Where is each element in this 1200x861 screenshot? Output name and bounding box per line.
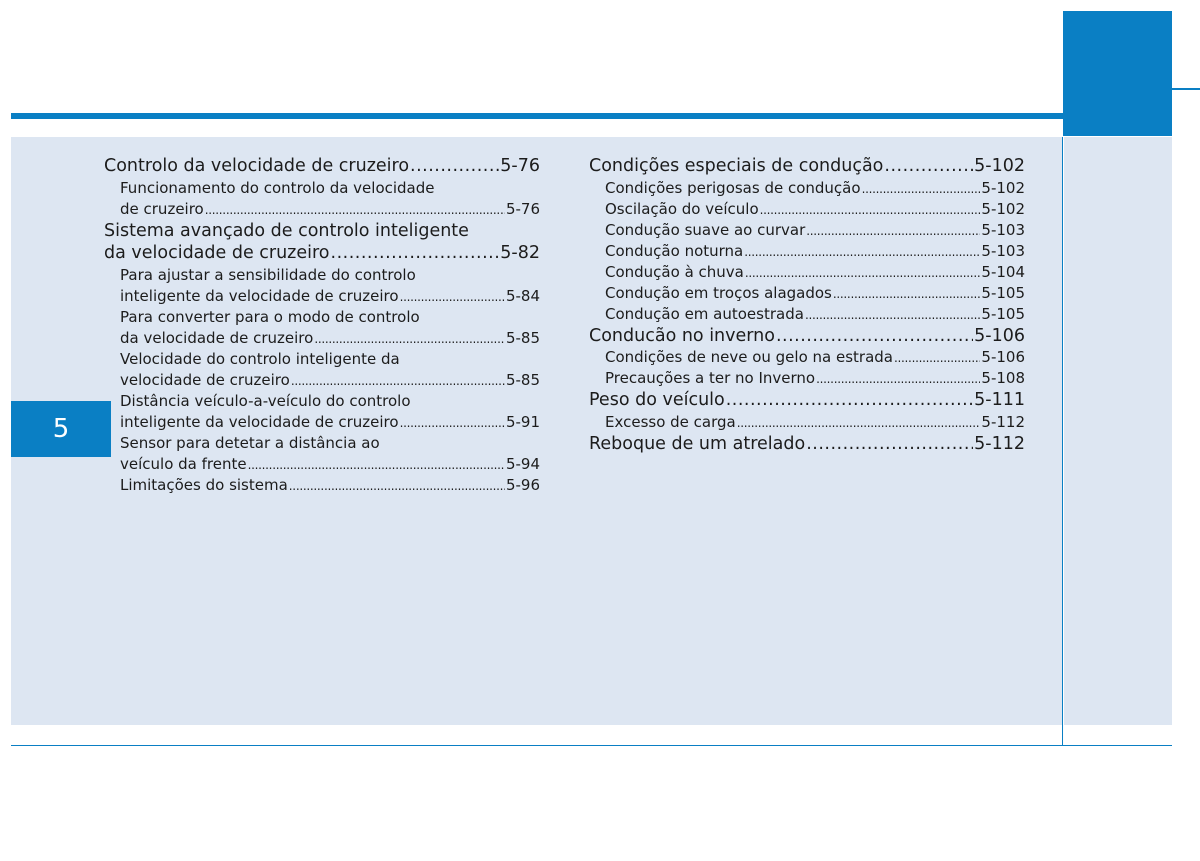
toc-entry-text: veículo da frente [120, 454, 247, 473]
toc-entry-text: Condução em autoestrada [605, 304, 804, 323]
toc-entry-text: Reboque de um atrelado [589, 433, 806, 454]
dot-leader [410, 155, 499, 178]
toc-entry-text: Condução noturna [605, 241, 744, 260]
dot-leader [806, 221, 980, 242]
page-number: 5-102 [981, 178, 1025, 197]
toc-column-right [589, 155, 1025, 455]
toc-entry-text: Excesso de carga [605, 412, 736, 431]
page-number: 5-103 [981, 241, 1025, 260]
chapter-tab [1063, 11, 1172, 136]
toc-subsection-entry[interactable] [104, 178, 540, 220]
dot-leader [884, 155, 973, 178]
toc-entry-text: Limitações do sistema [120, 475, 288, 494]
footer-rule [11, 745, 1172, 746]
dot-leader [833, 284, 981, 305]
page-number: 5-102 [981, 199, 1025, 218]
toc-entry-text: Precauções a ter no Inverno [605, 369, 816, 387]
margin-panel [1064, 137, 1172, 725]
toc-subsection-entry[interactable] [589, 347, 1025, 368]
dot-leader [760, 200, 981, 221]
page-number: 5-85 [505, 328, 540, 347]
toc-subsection-entry[interactable] [589, 220, 1025, 241]
page-number: 5-84 [505, 286, 540, 305]
toc-entry-text: Para converter para o modo de controlo [120, 307, 420, 326]
page-number: 5-91 [505, 412, 540, 431]
toc-subsection-entry[interactable] [589, 368, 1025, 389]
toc-column-left [104, 155, 540, 496]
page-number: 5-103 [981, 220, 1025, 239]
toc-section-entry[interactable] [104, 155, 540, 178]
toc-subsection-entry[interactable] [589, 304, 1025, 325]
dot-leader [816, 369, 980, 390]
toc-entry-text: Condições especiais de condução [589, 156, 884, 176]
toc-entry-text: inteligente da velocidade de cruzeiro [120, 412, 399, 431]
page-number: 5-111 [974, 390, 1025, 410]
page-number: 5-85 [505, 370, 540, 389]
toc-subsection-entry[interactable] [589, 199, 1025, 220]
dot-leader [331, 242, 500, 265]
dot-leader [400, 287, 505, 308]
toc-entry-text: Condução em troços alagados [605, 283, 832, 302]
dot-leader [737, 413, 981, 434]
toc-section-entry[interactable] [104, 220, 540, 265]
chapter-number-badge: 5 [11, 401, 111, 457]
toc-entry-text: da velocidade de cruzeiro [104, 243, 330, 263]
toc-entry-text: Condução à chuva [605, 262, 744, 281]
dot-leader [894, 348, 980, 369]
dot-leader [205, 200, 505, 221]
page-number: 5-106 [981, 348, 1025, 366]
toc-subsection-entry[interactable] [104, 307, 540, 349]
page-number: 5-102 [974, 156, 1025, 176]
page-number: 5-112 [974, 433, 1025, 454]
toc-entry-text: Condições de neve ou gelo na estrada [605, 348, 893, 366]
dot-leader [805, 305, 980, 326]
toc-entry-text: da velocidade de cruzeiro [120, 328, 314, 347]
toc-section-entry[interactable] [589, 433, 1025, 456]
page-number: 5-108 [981, 369, 1025, 387]
toc-entry-text: Condução suave ao curvar [605, 220, 806, 239]
toc-subsection-entry[interactable] [104, 349, 540, 391]
page-number: 5-76 [505, 199, 540, 218]
page-number: 5-82 [500, 243, 540, 263]
toc-entry-text: Oscilação do veículo [605, 199, 759, 218]
page-number: 5-94 [505, 454, 540, 473]
dot-leader [744, 242, 980, 263]
dot-leader [400, 413, 505, 434]
toc-entry-text: Distância veículo-a-veículo do controlo [120, 391, 411, 410]
header-rule [11, 113, 1063, 119]
toc-subsection-entry[interactable] [104, 433, 540, 475]
dot-leader [289, 476, 505, 497]
toc-subsection-entry[interactable] [589, 241, 1025, 262]
toc-entry-text: de cruzeiro [120, 199, 204, 218]
toc-entry-text: Para ajustar a sensibilidade do controlo [120, 265, 416, 284]
toc-subsection-entry[interactable] [104, 265, 540, 307]
toc-entry-text: Condições perigosas de condução [605, 178, 861, 197]
toc-subsection-entry[interactable] [104, 391, 540, 433]
toc-entry-text: Sensor para detetar a distância ao [120, 433, 380, 452]
dot-leader [862, 179, 981, 200]
dot-leader [248, 455, 505, 476]
toc-section-entry[interactable] [589, 325, 1025, 348]
margin-divider [1062, 137, 1063, 746]
toc-subsection-entry[interactable] [589, 283, 1025, 304]
side-rule [1172, 88, 1200, 90]
toc-entry-text: Peso do veículo [589, 390, 725, 410]
page-number: 5-96 [505, 475, 540, 494]
toc-subsection-entry[interactable] [104, 475, 540, 496]
dot-leader [726, 389, 973, 412]
toc-subsection-entry[interactable] [589, 412, 1025, 433]
toc-subsection-entry[interactable] [589, 262, 1025, 283]
toc-entry-text: Funcionamento do controlo da velocidade [120, 178, 435, 197]
page-number: 5-105 [981, 304, 1025, 323]
page-number: 5-104 [981, 262, 1025, 281]
toc-section-entry[interactable] [589, 155, 1025, 178]
toc-entry-text: velocidade de cruzeiro [120, 370, 290, 389]
dot-leader [314, 329, 505, 350]
dot-leader [806, 433, 973, 456]
toc-entry-text: Velocidade do controlo inteligente da [120, 349, 400, 368]
toc-entry-text: Conducão no inverno [589, 325, 775, 346]
toc-section-entry[interactable] [589, 389, 1025, 412]
page-number: 5-105 [981, 283, 1025, 302]
toc-entry-text: inteligente da velocidade de cruzeiro [120, 286, 399, 305]
toc-entry-text: Sistema avançado de controlo inteligente [104, 220, 469, 241]
toc-entry-text: Controlo da velocidade de cruzeiro [104, 156, 410, 176]
dot-leader [776, 325, 973, 348]
dot-leader [745, 263, 981, 284]
dot-leader [291, 371, 505, 392]
toc-subsection-entry[interactable] [589, 178, 1025, 199]
page-number: 5-106 [974, 325, 1025, 346]
page-number: 5-112 [981, 412, 1025, 431]
page-number: 5-76 [500, 156, 540, 176]
